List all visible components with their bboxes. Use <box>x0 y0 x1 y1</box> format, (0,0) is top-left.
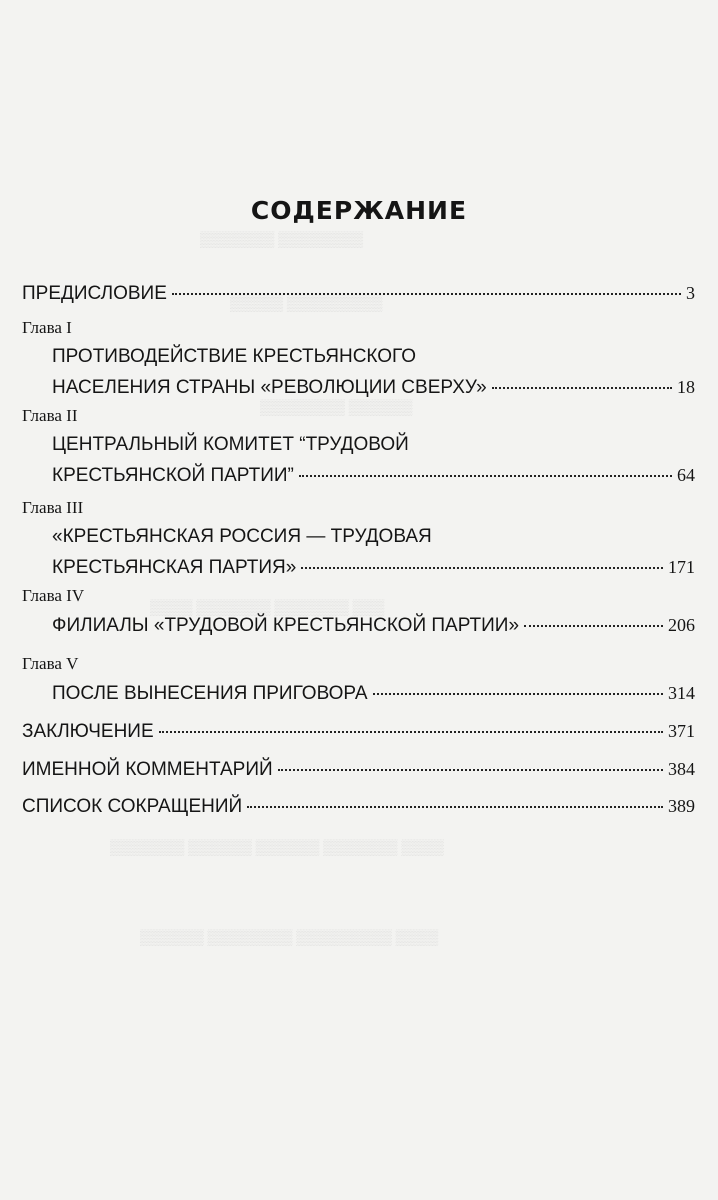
page-number: 171 <box>668 557 695 577</box>
entry-title: ЗАКЛЮЧЕНИЕ <box>22 721 154 742</box>
dot-leader <box>301 567 663 569</box>
page-number: 314 <box>668 683 695 703</box>
entry-title: ПОСЛЕ ВЫНЕСЕНИЯ ПРИГОВОРА <box>52 683 368 704</box>
page-number: 3 <box>686 283 695 303</box>
entry-title: ПРОТИВОДЕЙСТВИЕ КРЕСТЬЯНСКОГО <box>52 346 417 367</box>
dot-leader <box>373 693 664 695</box>
entry-title: СПИСОК СОКРАЩЕНИЙ <box>22 796 243 817</box>
dot-leader <box>159 731 663 733</box>
dot-leader <box>172 293 681 295</box>
toc-entry-name-index[interactable] <box>22 754 695 784</box>
toc-entry-chapter-2[interactable] <box>22 402 695 490</box>
chapter-label: Глава I <box>22 318 72 337</box>
chapter-label: Глава V <box>22 654 79 673</box>
page-number: 206 <box>668 615 695 635</box>
entry-title: ПРЕДИСЛОВИЕ <box>22 283 167 304</box>
chapter-label: Глава III <box>22 498 84 517</box>
entry-title: «КРЕСТЬЯНСКАЯ РОССИЯ — ТРУДОВАЯ <box>52 526 432 547</box>
toc-entry-chapter-4[interactable] <box>22 582 695 640</box>
bleed-through-text: ▒▒▒▒▒▒▒ ▒▒▒▒▒▒▒▒ <box>200 232 364 248</box>
chapter-label: Глава II <box>22 406 78 425</box>
dot-leader <box>492 387 672 389</box>
bleed-through-text: ▒▒▒▒▒▒▒ ▒▒▒▒▒▒ ▒▒▒▒▒▒ ▒▒▒▒▒▒▒ ▒▒▒▒ <box>110 840 444 856</box>
toc-entry-chapter-1[interactable] <box>22 314 695 402</box>
entry-title: КРЕСТЬЯНСКАЯ ПАРТИЯ» <box>52 557 297 578</box>
page-number: 18 <box>677 377 695 397</box>
toc-entry-chapter-3[interactable] <box>22 494 695 582</box>
chapter-label: Глава IV <box>22 586 85 605</box>
toc-entry-conclusion[interactable] <box>22 716 695 746</box>
page-number: 384 <box>668 759 695 779</box>
bleed-through-text: ▒▒▒▒▒▒ ▒▒▒▒▒▒▒▒ ▒▒▒▒▒▒▒▒▒ ▒▒▒▒ <box>140 930 439 946</box>
entry-title: КРЕСТЬЯНСКОЙ ПАРТИИ” <box>52 465 294 486</box>
bleed-through-text: ▒▒▒▒▒▒▒▒ ▒▒▒▒▒▒ <box>260 400 413 416</box>
toc-entry-preface[interactable] <box>22 278 695 308</box>
bleed-through-text: ▒▒▒▒ ▒▒▒▒▒▒▒ ▒▒▒▒▒▒▒ ▒▒▒ <box>150 600 385 616</box>
page-number: 389 <box>668 796 695 816</box>
entry-title: ИМЕННОЙ КОММЕНТАРИЙ <box>22 759 273 780</box>
dot-leader <box>278 769 663 771</box>
entry-title: ЦЕНТРАЛЬНЫЙ КОМИТЕТ “ТРУДОВОЙ <box>52 434 409 455</box>
toc-entry-chapter-5[interactable] <box>22 650 695 708</box>
entry-title: НАСЕЛЕНИЯ СТРАНЫ «РЕВОЛЮЦИИ СВЕРХУ» <box>52 377 487 398</box>
dot-leader <box>299 475 672 477</box>
entry-title: ФИЛИАЛЫ «ТРУДОВОЙ КРЕСТЬЯНСКОЙ ПАРТИИ» <box>52 615 520 636</box>
dot-leader <box>524 625 663 627</box>
toc-entry-abbreviations[interactable] <box>22 791 695 821</box>
page-number: 371 <box>668 721 695 741</box>
bleed-through-text: ▒▒▒▒▒ ▒▒▒▒▒▒▒▒▒ <box>230 296 383 312</box>
dot-leader <box>247 806 663 808</box>
page-number: 64 <box>677 465 695 485</box>
page-title: СОДЕРЖАНИЕ <box>250 196 468 225</box>
